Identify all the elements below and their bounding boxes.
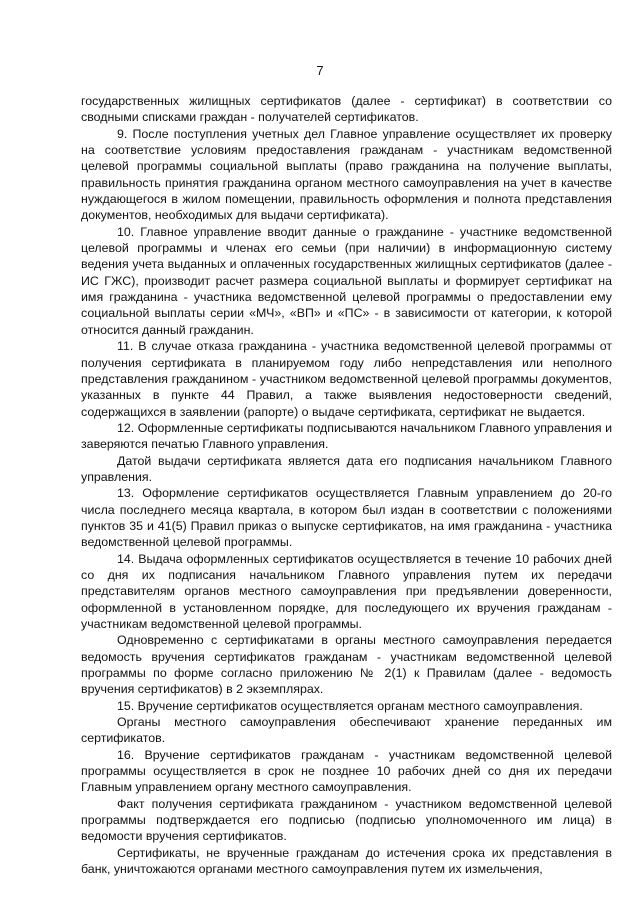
paragraph-12-issue-date: Датой выдачи сертификата является дата его подписания начальником Главного управления. (81, 453, 612, 484)
paragraph-11: 11. В случае отказа гражданина - участника ведомственной целевой программы от получения сертификата в планируемом году либо непредставления или неполного представления гражданином - участником ведомственной целевой программы документов, указанных в пункте 44 Правил, а также выявления недостоверности сведений, содержащихся в заявлении (рапорте) о выдаче сертификата, сертификат не выдается. (81, 339, 612, 419)
paragraph-14: 14. Выдача оформленных сертификатов осуществляется в течение 10 рабочих дней со дня их подписания начальником Главного управления путем их передачи представителям органов местного самоуправления при предъявлении доверенности, оформленной в установленном порядке, для последующего их вручения гражданам - участникам ведомственной целевой программы. (81, 551, 612, 631)
paragraph-14-statement: Одновременно с сертификатами в органы местного самоуправления передается ведомость вручения сертификатов гражданам - участникам ведомственной целевой программы по форме согласно приложению № 2(1) к Правилам (далее - ведомость вручения сертификатов) в 2 экземплярах. (81, 633, 612, 697)
paragraph-continued: государственных жилищных сертификатов (далее - сертификат) в соответствии со сводными списками граждан - получателей сертификатов. (81, 94, 612, 125)
paragraph-16: 16. Вручение сертификатов гражданам - участникам ведомственной целевой программы осуществляется в срок не позднее 10 рабочих дней со дня их передачи Главным управлением органу местного самоуправления. (81, 747, 612, 795)
paragraph-16-destruction: Сертификаты, не врученные гражданам до истечения срока их представления в банк, уничтожаются органами местного самоуправления путем их измельчения, (81, 845, 612, 877)
paragraph-13: 13. Оформление сертификатов осуществляется Главным управлением до 20-го числа последнего месяца квартала, в котором был издан в соответствии с положениями пунктов 35 и 41(5) Правил приказ о выпуске сертификатов, на имя гражданина - участника ведомственной целевой программы. (81, 486, 612, 550)
document-body (81, 93, 612, 878)
paragraph-15: 15. Вручение сертификатов осуществляется органам местного самоуправления. (117, 698, 583, 713)
paragraph-10: 10. Главное управление вводит данные о гражданине - участнике ведомственной целевой программы и членах его семьи (при наличии) в информационную систему ведения учета выданных и оплаченных государственных жилищных сертификатов (далее - ИС ГЖС), производит расчет размера социальной выплаты и формирует сертификат на имя гражданина - участника ведомственной целевой программы о предоставлении ему социальной выплаты серии «МЧ», «ВП» и «ПС» - в зависимости от категории, к которой относится данный гражданин. (81, 224, 612, 337)
paragraph-16-receipt: Факт получения сертификата гражданином - участником ведомственной целевой программы подтверждается его подписью (подписью уполномоченного им лица) в ведомости вручения сертификатов. (81, 796, 612, 844)
paragraph-15-storage: Органы местного самоуправления обеспечивают хранение переданных им сертификатов. (81, 715, 612, 746)
paragraph-12: 12. Оформленные сертификаты подписываются начальником Главного управления и заверяются печатью Главного управления. (81, 420, 612, 452)
page-number: 7 (316, 63, 324, 78)
paragraph-9: 9. После поступления учетных дел Главное управление осуществляет их проверку на соответствие условиям предоставления гражданам - участникам ведомственной целевой программы социальной выплаты (право гражданина на получение выплаты, правильность принятия гражданина органом местного самоуправления на учет в качестве нуждающегося в жилом помещении, правильность оформления и полнота представления документов, необходимых для выдачи сертификата). (81, 126, 612, 223)
